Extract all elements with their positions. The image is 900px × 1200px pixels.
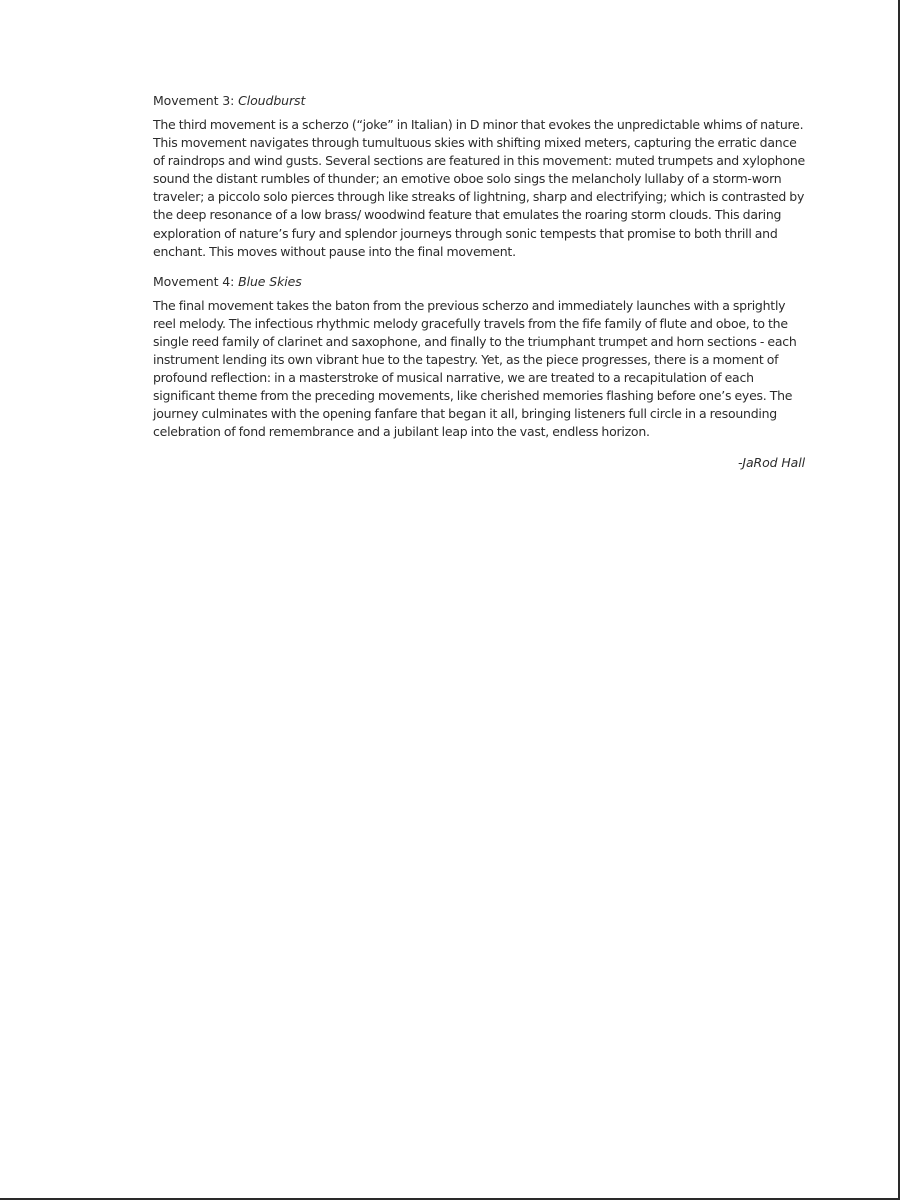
movement-3-subtitle: Cloudburst bbox=[238, 93, 306, 108]
movement-4-section bbox=[153, 273, 805, 442]
movement-4-subtitle: Blue Skies bbox=[238, 273, 302, 289]
movement-3-heading bbox=[153, 92, 805, 110]
program-notes bbox=[153, 92, 805, 472]
movement-3-label: Movement 3: bbox=[153, 93, 239, 108]
movement-4-description: The final movement takes the baton from the previous scherzo and immediately launches with a sprightly reel melody. The infectious rhythmic melody gracefully travels from the fife family of flute and oboe, to the single reed family of clarinet and saxophone, and finally to the triumphant trumpet and horn sections - each instrument lending its own vibrant hue to the tapestry. Yet, as the piece progresses, there is a moment of profound reflection: in a masterstroke of musical narrative, we are treated to a recapitulation of each significant theme from the preceding movements, like cherished memories flashing before one’s eyes. The journey culminates with the opening fanfare that began it all, bringing listeners full circle in a resounding celebration of fond remembrance and a jubilant leap into the vast, endless horizon. bbox=[153, 297, 797, 440]
movement-4-label: Movement 4: bbox=[153, 273, 239, 289]
author-signature: -JaRod Hall bbox=[737, 454, 805, 470]
movement-4-heading bbox=[153, 273, 805, 291]
movement-3-description: The third movement is a scherzo (“joke” in Italian) in D minor that evokes the unpredictable whims of nature. This movement navigates through tumultuous skies with shifting mixed meters, capturing the erratic dance of raindrops and wind gusts. Several sections are featured in this movement: muted trumpets and xylophone sound the distant rumbles of thunder; an emotive oboe solo sings the melancholy lullaby of a storm-worn traveler; a piccolo solo pierces through like streaks of lightning, sharp and electrifying; which is contrasted by the deep resonance of a low brass/ woodwind feature that emulates the roaring storm clouds. This daring exploration of nature’s fury and splendor journeys through sonic tempests that promise to both thrill and enchant. This moves without pause into the final movement. bbox=[153, 117, 805, 259]
movement-3-section bbox=[153, 92, 805, 261]
